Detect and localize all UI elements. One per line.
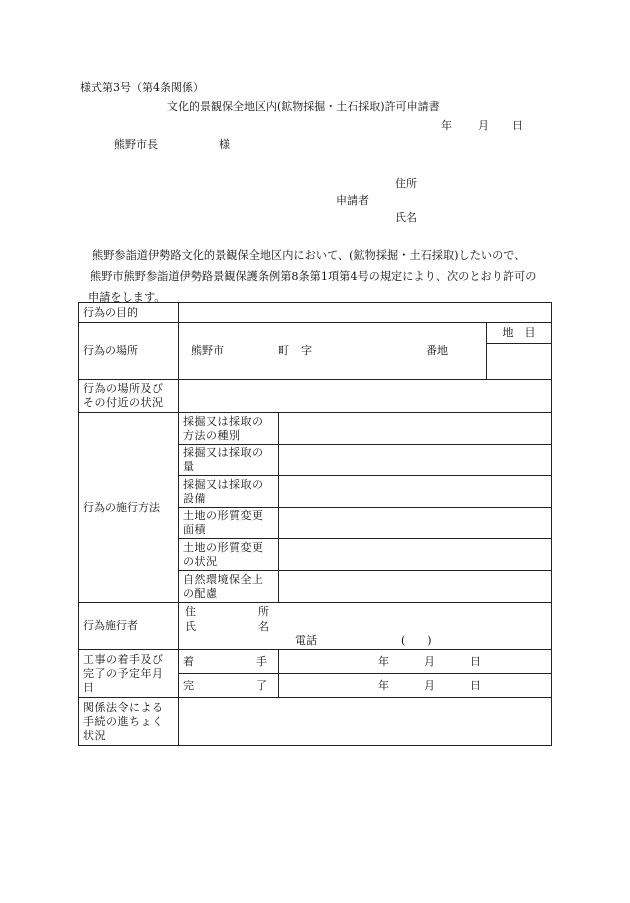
method-item [179,445,279,476]
applicant-address-label: 住所 [395,177,417,190]
row-purpose [79,303,552,323]
label-line: の配慮 [183,586,218,600]
label-char: 着 [183,654,194,668]
date-day: 日 [470,654,481,668]
label-char: 所 [258,605,269,618]
executor-label: 行為施行者 [79,603,179,650]
row-method-1 [79,413,552,445]
row-related [79,698,552,746]
row-executor [79,603,552,650]
location-city: 熊野市 [191,344,224,357]
location-town: 町 [278,344,289,357]
label-line: 自然環境保全上 [183,572,264,586]
location-aza: 字 [301,344,312,357]
label-line: 日 [83,680,95,694]
label-line: 行為の場所及び [83,382,164,395]
label-char: 名 [258,620,269,633]
start-label [179,650,279,674]
body-line: 熊野参詣道伊勢路文化的景観保全地区内において、(鉱物採掘・土石採取)したいので、 [92,249,526,262]
land-category-field[interactable] [487,344,551,379]
label-line: 採掘又は採取の [183,477,264,491]
executor-name-label [185,620,269,634]
applicant-label: 申請者 [336,194,369,207]
method-field[interactable] [279,413,552,445]
end-label [179,674,279,698]
label-line: 採掘又は採取の [183,414,264,428]
surroundings-field[interactable] [179,380,552,413]
label-line: 採掘又は採取の [183,446,264,459]
label-line: 状況 [83,728,106,742]
phone-parens: ( ) [401,634,432,647]
date-day: 日 [512,119,523,132]
document-title: 文化的景観保全地区内(鉱物採掘・土石採取)許可申請書 [167,100,440,113]
date-year: 年 [441,119,452,132]
location-label: 行為の場所 [79,323,179,380]
label-line: 土地の形質変更 [183,509,264,522]
label-line: 設備 [183,491,206,505]
addressee-name: 熊野市長 [114,138,158,151]
start-date-field[interactable] [279,650,552,674]
end-date-field[interactable] [279,674,552,698]
purpose-label: 行為の目的 [79,303,179,323]
label-line: 完了の予定年月 [83,666,164,680]
method-item [179,413,279,445]
method-field[interactable] [279,508,552,539]
application-form-table [78,302,552,746]
location-address [179,323,486,379]
phone-label: 電話 [295,634,317,647]
body-line: 熊野市熊野参詣道伊勢路景観保護条例第8条第1項第4号の規定により、次のとおり許可の [90,270,537,283]
label-line: その付近の状況 [83,396,164,409]
row-surroundings [79,380,552,413]
location-banchi: 番地 [426,344,448,357]
addressee-honorific: 様 [219,138,230,151]
row-location [79,323,552,380]
schedule-label [79,650,179,698]
label-line: 方法の種別 [183,428,241,442]
method-item [179,539,279,571]
land-category-box [486,323,551,379]
date-year: 年 [378,678,389,692]
date-month: 月 [424,654,435,668]
label-line: 土地の形質変更 [183,540,264,554]
date-day: 日 [470,678,481,692]
label-line: 手続の進ちょく [83,714,164,728]
label-line: 関係法令による [83,700,164,714]
method-field[interactable] [279,445,552,476]
label-line: 工事の着手及び [83,652,164,666]
label-char: 了 [256,678,267,692]
label-char: 手 [256,654,267,668]
body-line: 申請をします。 [88,291,166,304]
request-body [80,245,560,308]
executor-address-label [185,605,269,619]
date-month: 月 [424,678,435,692]
label-char: 氏 [185,620,196,633]
label-char: 住 [185,605,196,618]
location-field[interactable] [179,323,552,380]
surroundings-label [79,380,179,413]
row-schedule-start [79,650,552,674]
method-field[interactable] [279,571,552,603]
date-year: 年 [378,654,389,668]
executor-field[interactable] [179,603,552,650]
form-number: 様式第3号（第4条関係） [80,81,204,94]
method-field[interactable] [279,476,552,508]
method-field[interactable] [279,539,552,571]
date-month: 月 [478,119,489,132]
label-line: 面積 [183,523,206,536]
method-item [179,476,279,508]
label-line: 量 [183,460,195,473]
land-category-label: 地 目 [487,323,551,344]
method-item [179,508,279,539]
applicant-name-label: 氏名 [395,211,417,224]
method-item [179,571,279,603]
method-label: 行為の施行方法 [79,413,179,603]
related-label [79,698,179,746]
purpose-field[interactable] [179,303,552,323]
label-char: 完 [183,678,194,692]
related-field[interactable] [179,698,552,746]
label-line: の状況 [183,554,218,568]
